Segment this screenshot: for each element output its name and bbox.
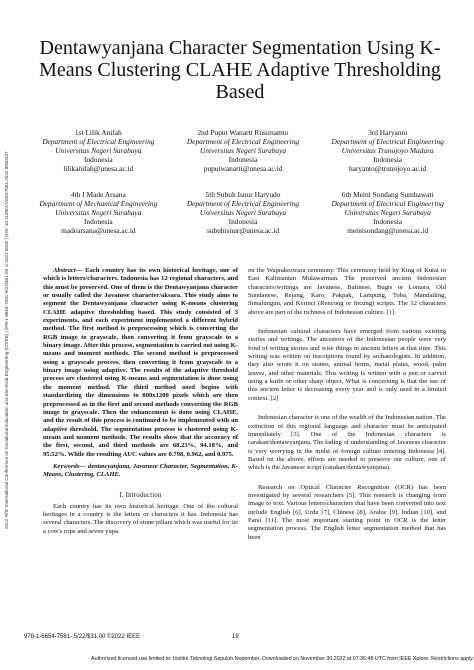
author-4	[28, 190, 169, 235]
author-name: 4th I Made Arsana	[70, 190, 126, 199]
author-department: Department of Mechanical Engineering	[39, 199, 158, 208]
author-block	[28, 128, 458, 235]
author-2	[173, 128, 314, 173]
right-column	[248, 267, 446, 542]
author-country: Indonesia	[83, 217, 113, 226]
author-university: Universitas Negeri Surabaya	[55, 208, 142, 217]
left-column	[43, 267, 238, 536]
author-3	[317, 128, 458, 173]
author-email: haryanto@trunojoyo.ac.id	[348, 164, 427, 173]
author-email: lilikanifah@unesa.ac.id	[63, 164, 134, 173]
author-university: Universitas Negeri Surabaya	[344, 208, 431, 217]
author-country: Indonesia	[373, 217, 403, 226]
license-notice: Authorized licensed use limited to: Institut Teknologi Sepuluh Nopember. Downloaded on November 30,2022 at 07:36:48 UTC from IEEE Xplore. Restrictions apply.	[91, 656, 474, 662]
author-name: 6th Meini Sondang Sumbawati	[341, 190, 434, 199]
author-department: Department of Electrical Engineering	[186, 199, 300, 208]
body-paragraph: on the Waprakeswara ceremony. This ceremony held by King of Kutai in East Kalimantan Mulawarman. The preserved ancient Indonesian characters/writings are Javanese, Balinese, Bugis or Lontara, Old Sundanese, Rejang, Karo, Pakpak, Lampung, Toba, Mandailing, Simalungun, and Kerinci (Rencong or Incung) scripts. The 12 characters above are part of the richness of Indonesian culture. [1].	[248, 267, 446, 316]
body-paragraph: Indonesian character is one of the wealth of the Indonesian nation. The extinction of this regional language and character must be anticipated immediately [3]. One of the Indonesian characters is carakan/dentawyanjana. The fading of understanding of Javanese character is very worrying in the midst of foreign culture entering Indonesia [4]. Based on the above, efforts are needed to preserve our culture, one of which is the Javanese script (carakan/dentawyanjana).	[248, 414, 446, 472]
author-country: Indonesia	[373, 155, 403, 164]
abstract-label: Abstract—	[53, 267, 83, 274]
author-email: subuhisnur@unesa.ac.id	[206, 226, 280, 235]
author-email: puputwanarti@unesa.ac.id	[203, 164, 283, 173]
author-university: Universitas Negeri Surabaya	[199, 146, 287, 155]
author-email: meinisondang@unesa.ac.id	[347, 226, 429, 235]
conference-sidebar-text: 2022 Fifth International Conference on Vocational Education and Electrical Engineering (ICVEE) | 978-1-6654-7581-5/22/$31.00 ©2022 IEEE | DOI: 10.1109/ICVEE57061.2022.9930437	[4, 151, 9, 529]
author-name: 3rd Haryanto	[368, 128, 408, 137]
author-country: Indonesia	[83, 155, 113, 164]
author-email: madearsana@unesa.ac.id	[61, 226, 136, 235]
author-1	[28, 128, 169, 173]
author-country: Indonesia	[228, 217, 258, 226]
abstract	[43, 267, 238, 459]
paper-title: Dentawyanjana Character Segmentation Using K-Means Clustering CLAHE Adaptive Thresholding Based	[39, 37, 441, 103]
page-number: 19	[232, 634, 239, 640]
abstract-text: Each country has its own historical heritage, one of which is letters/characters. Indonesia has 12 regional characters, and this must be preserved. One of them is the Dentawyanjana character or usually called the Javanese character/aksara. This study aims to segment the Dentawyanjana character using K-means clustering CLAHE adaptive thresholding based. This study consisted of 3 experiments, and each experiment implemented a different hybrid method. The first method is preprocessing which is converting the RGB image to grayscale, then converting it from grayscale to a binary image. After this process, segmentation is carried out using K-means and moment methods. The second method is preprocessed using a grayscale process, then converting it from grayscale to a binary image using adaptive. The results of the adaptive threshold process are clustered using K-means and segmentation is done using the moment method. The third method used begins with standardizing the dimensions to 800x1200 pixels which are then preprocessed as in the first and second methods converting the RGB image to grayscale. Then the enhancement is done using CLAHE, and the result of this process is continued to be implemented with an adaptive threshold. The segmentation process is clustered using K-means and moment methods. The results show that the accuracy of the first, second, and third methods are 68.23%, 94.18%, and 95.52%. While the resulting AUC values are 0.798, 0.962, and 0.975.	[43, 267, 238, 458]
intro-paragraph: Each country has its own historical heritage. One of the cultural heritages in a country is the letters or characters it has. Indonesia has several characters. The discovery of stone pillars which was useful for tie a cow's rope and seven yupa	[43, 502, 238, 535]
author-department: Department of Electrical Engineering	[42, 137, 155, 146]
author-department: Department of Electrical Engineering	[331, 199, 444, 208]
body-paragraph: Indonesian cultural characters have emerged from various existing stories and writings. The ancestors of the Indonesian people were very fond of writing stories and wise things in ancient letters at that time. This writing was written on inscriptions found by archaeologists. In addition, they also wrote it on stones, animal horns, metal plates, wood, palm leaves, and other materials. This writing is written with a pen or carved using a knife or other sharp object. What is concerning is that the use of this ancient letter is decreasing every year and is only used in a limited context. [2]	[248, 328, 446, 402]
author-name: 2nd Puput Wanarti Rusimamto	[197, 128, 289, 137]
author-country: Indonesia	[228, 155, 258, 164]
body-paragraph: Research on Optical Character Recognition (OCR) has been investigated by several researchers [5]. This research is changing from image to text. Various letters/characters that have been converted into text include English [6], Urdu [7], Chinese [8], Arabic [9], Indian [10], and Farsi [11]. The most important starting point in OCR is the letter segmentation process. The English letter segmentation method that has been	[248, 483, 446, 541]
author-university: Universitas Trunojoyo Madura	[341, 146, 434, 155]
section-heading-introduction: I. Introduction	[119, 491, 162, 499]
keywords: Keywords— dentawyanjana, Javanese Character, Segmentation, K-Means, Clustering, CLAHE.	[43, 462, 238, 479]
author-5	[173, 190, 314, 235]
author-department: Department of Electrical Engineering	[331, 137, 444, 146]
author-university: Universitas Negeri Surabaya	[199, 208, 287, 217]
author-university: Universitas Negeri Surabaya	[55, 146, 142, 155]
author-name: 1st Lilik Anifah	[74, 128, 122, 137]
author-department: Department of Electrical Engineering	[186, 137, 300, 146]
author-name: 5th Subuh Isnur Haryudo	[205, 190, 281, 199]
footer-isbn: 978-1-6654-7581- 5/22/$31.00 ©2022 IEEE	[24, 634, 141, 640]
author-6	[317, 190, 458, 235]
